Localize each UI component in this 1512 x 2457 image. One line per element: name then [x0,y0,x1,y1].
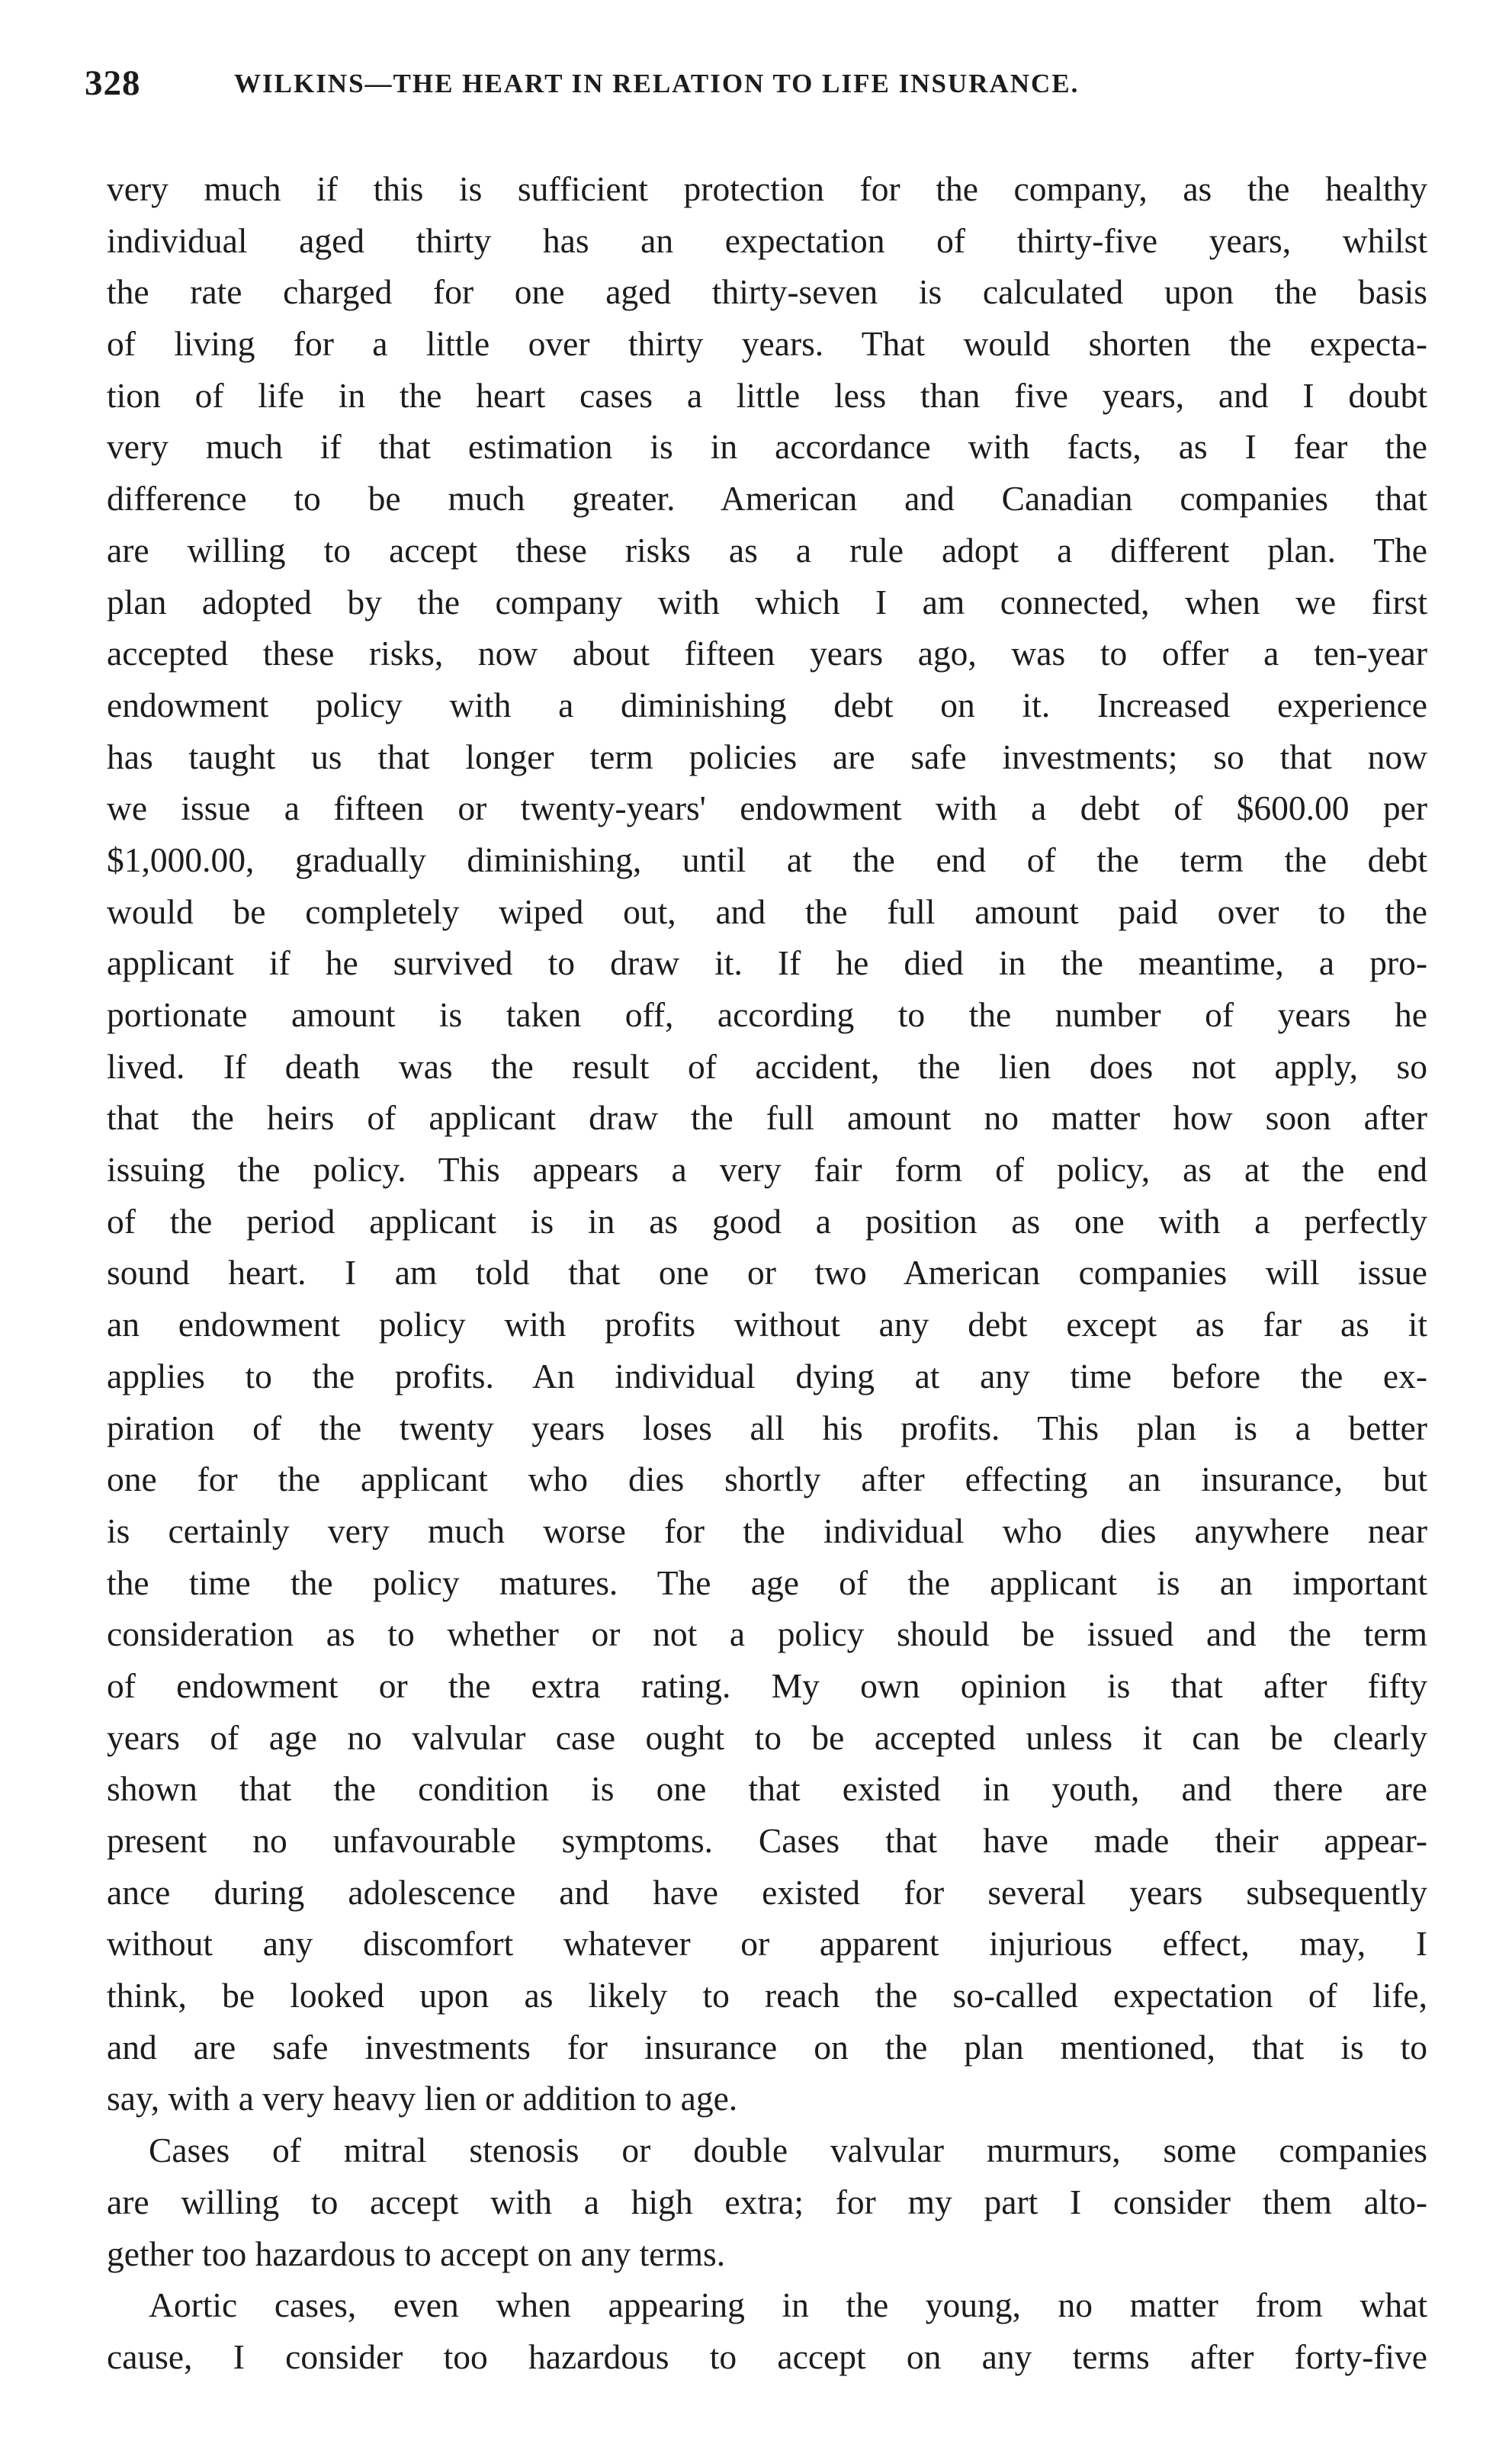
text-line: has taught us that longer term policies are safe investments; so that now [107,737,1427,776]
text-line: individual aged thirty has an expectation of thirty-five years, whilst [107,220,1427,260]
text-line: years of age no valvular case ought to be accepted unless it can be clearly [107,1717,1427,1757]
text-line: are willing to accept these risks as a rule adopt a different plan. The [107,530,1427,570]
paragraph-end-line: gether too hazardous to accept on any terms. [107,2234,726,2273]
text-line: an endowment policy with profits without any debt except as far as it [107,1305,1427,1344]
text-line: and are safe investments for insurance on the plan mentioned, that is to [107,2027,1427,2067]
text-line: of living for a little over thirty years. That would shorten the expecta- [107,324,1427,364]
text-line: cause, I consider too hazardous to accept on any terms after forty-five [107,2337,1427,2376]
text-line: present no unfavourable symptoms. Cases that have made their appear- [107,1821,1427,1860]
text-line: lived. If death was the result of accident, the lien does not apply, so [107,1046,1427,1086]
page-number: 328 [85,63,141,103]
text-line: the rate charged for one aged thirty-seven is calculated upon the basis [107,272,1427,312]
text-line: applies to the profits. An individual dying at any time before the ex- [107,1356,1427,1396]
text-line: piration of the twenty years loses all his profits. This plan is a better [107,1408,1427,1447]
text-line: ance during adolescence and have existed for several years subsequently [107,1872,1427,1912]
paragraph-start-line: Aortic cases, even when appearing in the young, no matter from what [149,2285,1427,2325]
text-line: very much if that estimation is in accordance with facts, as I fear the [107,427,1427,467]
body-text [107,163,1427,2383]
text-line: applicant if he survived to draw it. If he died in the meantime, a pro- [107,943,1427,983]
text-line: of endowment or the extra rating. My own opinion is that after fifty [107,1665,1427,1705]
text-line: consideration as to whether or not a policy should be issued and the term [107,1614,1427,1654]
text-line: difference to be much greater. American and Canadian companies that [107,479,1427,519]
text-line: are willing to accept with a high extra; for my part I consider them alto- [107,2182,1427,2221]
text-line: portionate amount is taken off, according to the number of years he [107,995,1427,1034]
text-line: sound heart. I am told that one or two American companies will issue [107,1253,1427,1293]
text-line: endowment policy with a diminishing debt on it. Increased experience [107,685,1427,724]
text-line: plan adopted by the company with which I am connected, when we first [107,582,1427,621]
text-line: issuing the policy. This appears a very fair form of policy, as at the end [107,1150,1427,1190]
running-title: WILKINS—THE HEART IN RELATION TO LIFE INSURANCE. [234,69,1080,98]
text-line: of the period applicant is in as good a position as one with a perfectly [107,1201,1427,1241]
text-line: the time the policy matures. The age of the applicant is an important [107,1563,1427,1602]
text-line: without any discomfort whatever or apparent injurious effect, may, I [107,1924,1427,1964]
text-line: $1,000.00, gradually diminishing, until at the end of the term the debt [107,840,1427,879]
running-head [85,63,1427,116]
paragraph-end-line: say, with a very heavy lien or addition to age. [107,2079,738,2118]
paragraph-start-line: Cases of mitral stenosis or double valvular murmurs, some companies [149,2131,1427,2170]
text-line: is certainly very much worse for the individual who dies anywhere near [107,1511,1427,1550]
text-line: shown that the condition is one that existed in youth, and there are [107,1769,1427,1809]
text-line: tion of life in the heart cases a little less than five years, and I doubt [107,375,1427,415]
text-line: we issue a fifteen or twenty-years' endowment with a debt of $600.00 per [107,788,1427,828]
text-line: very much if this is sufficient protection for the company, as the healthy [107,169,1427,208]
text-line: think, be looked upon as likely to reach the so-called expectation of life, [107,1976,1427,2015]
text-line: accepted these risks, now about fifteen years ago, was to offer a ten-year [107,634,1427,673]
text-line: that the heirs of applicant draw the full amount no matter how soon after [107,1098,1427,1138]
text-line: would be completely wiped out, and the full amount paid over to the [107,891,1427,931]
text-line: one for the applicant who dies shortly after effecting an insurance, but [107,1460,1427,1499]
